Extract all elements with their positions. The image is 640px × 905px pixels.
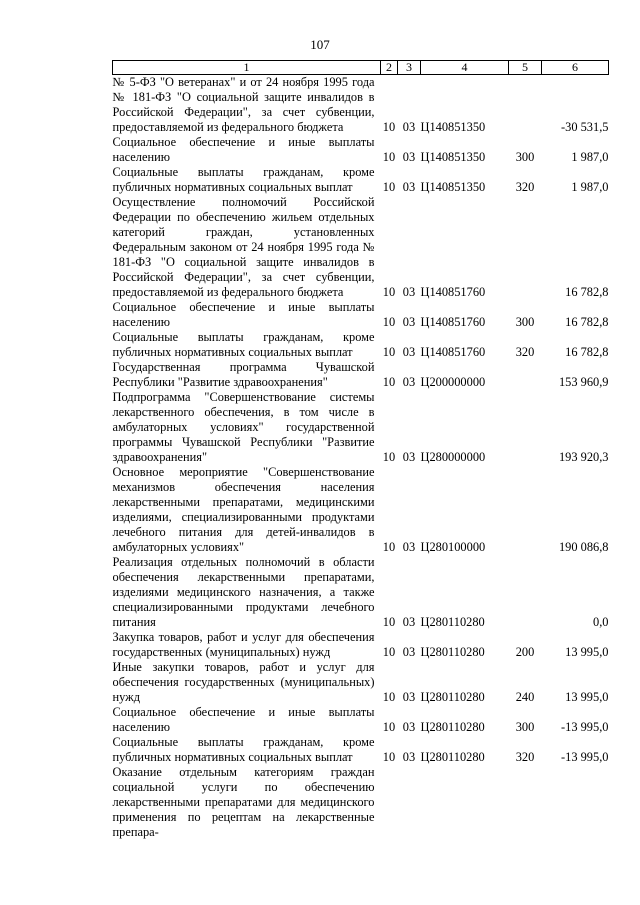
- row-section-code: 10: [382, 180, 396, 194]
- row-name: Оказание отдельным категориям граждан социальной услуги по обеспечению лекарственными препаратами для медицинского применения по рецептам на лекарственные препара-: [112, 765, 375, 839]
- row-section-code: 10: [382, 645, 396, 659]
- table-row: [113, 705, 609, 735]
- header-cell-4: 4: [421, 61, 509, 75]
- page-number: 107: [310, 37, 330, 52]
- row-section-code: 10: [382, 315, 396, 329]
- header-cell-6: 6: [542, 61, 609, 75]
- row-section-code: 10: [382, 450, 396, 464]
- row-expense-type-code: [509, 75, 542, 136]
- row-target-article-code: Ц280100000: [420, 540, 486, 554]
- row-subsection-code: 03: [402, 150, 416, 164]
- row-name: Подпрограмма "Совершенствование системы лекарственного обеспечения, в том числе в амбулаторных условиях" государственной программы Чувашской Республики "Развитие здравоохранения": [112, 390, 375, 464]
- row-section-code: 10: [382, 150, 396, 164]
- row-name: Социальные выплаты гражданам, кроме публичных нормативных социальных выплат: [112, 330, 375, 359]
- row-name: Государственная программа Чувашской Республики "Развитие здравоохранения": [112, 360, 375, 389]
- row-target-article-code: Ц280110280: [420, 645, 485, 659]
- row-subsection-code: 03: [402, 450, 416, 464]
- row-amount: 1 987,0: [571, 180, 609, 194]
- row-target-article-code: Ц280110280: [420, 720, 485, 734]
- row-name: Основное мероприятие "Совершенствование механизмов обеспечения населения лекарственными препаратами, медицинскими изделиями, специализированными продуктами лечебного питания для детей-инвалидов в амбулаторных условиях": [112, 465, 375, 554]
- row-section-code: 10: [382, 285, 396, 299]
- row-subsection-code: [398, 765, 421, 840]
- row-section-code: 10: [382, 345, 396, 359]
- row-expense-type-code: [509, 360, 542, 390]
- row-target-article-code: Ц200000000: [420, 375, 486, 389]
- header-cell-3: 3: [398, 61, 421, 75]
- row-target-article-code: Ц280110280: [420, 615, 485, 629]
- header-row: [113, 61, 609, 75]
- table-row: [113, 135, 609, 165]
- row-amount: -13 995,0: [561, 720, 609, 734]
- row-subsection-code: 03: [402, 375, 416, 389]
- row-expense-type-code: [509, 465, 542, 555]
- row-expense-type-code: [509, 195, 542, 300]
- row-target-article-code: Ц140851760: [420, 285, 486, 299]
- row-expense-type-code: 300: [515, 315, 535, 329]
- row-subsection-code: 03: [402, 345, 416, 359]
- row-subsection-code: 03: [402, 690, 416, 704]
- row-amount: 16 782,8: [565, 315, 609, 329]
- row-expense-type-code: 320: [515, 180, 535, 194]
- row-target-article-code: Ц140851350: [420, 180, 486, 194]
- row-amount: 16 782,8: [565, 345, 609, 359]
- row-section-code: 10: [382, 120, 396, 134]
- row-section-code: 10: [382, 540, 396, 554]
- row-subsection-code: 03: [402, 750, 416, 764]
- row-subsection-code: 03: [402, 645, 416, 659]
- row-target-article-code: Ц140851350: [420, 150, 486, 164]
- row-name: Социальное обеспечение и иные выплаты населению: [112, 300, 375, 329]
- row-amount: 0,0: [593, 615, 609, 629]
- row-name: Социальное обеспечение и иные выплаты населению: [112, 135, 375, 164]
- table-row: [113, 330, 609, 360]
- row-amount: 13 995,0: [565, 690, 609, 704]
- row-amount: -13 995,0: [561, 750, 609, 764]
- row-name: Реализация отдельных полномочий в области обеспечения лекарственными препаратами, изделиями медицинского назначения, а также специализированными продуктами лечебного питания: [112, 555, 375, 629]
- row-name: Социальные выплаты гражданам, кроме публичных нормативных социальных выплат: [112, 735, 375, 764]
- row-subsection-code: 03: [402, 315, 416, 329]
- row-section-code: 10: [382, 375, 396, 389]
- table-row: [113, 555, 609, 630]
- row-expense-type-code: [509, 765, 542, 840]
- row-amount: -30 531,5: [561, 120, 609, 134]
- row-section-code: 10: [382, 750, 396, 764]
- row-target-article-code: Ц280110280: [420, 750, 485, 764]
- table-row: [113, 735, 609, 765]
- row-amount: 190 086,8: [558, 540, 609, 554]
- row-expense-type-code: 320: [515, 345, 535, 359]
- header-cell-2: 2: [381, 61, 398, 75]
- row-target-article-code: Ц280000000: [420, 450, 486, 464]
- table-row: [113, 765, 609, 840]
- row-expense-type-code: 300: [515, 150, 535, 164]
- row-name: Закупка товаров, работ и услуг для обеспечения государственных (муниципальных) нужд: [112, 630, 375, 659]
- row-name: Социальные выплаты гражданам, кроме публичных нормативных социальных выплат: [112, 165, 375, 194]
- row-amount: 16 782,8: [565, 285, 609, 299]
- row-subsection-code: 03: [402, 180, 416, 194]
- row-amount: [542, 765, 609, 840]
- row-name: № 5-ФЗ "О ветеранах" и от 24 ноября 1995 года № 181-ФЗ "О социальной защите инвалидов в Российской Федерации", за счет субвенции, предоставляемой из федерального бюджета: [112, 75, 375, 134]
- budget-table: [112, 60, 609, 840]
- row-expense-type-code: 300: [515, 720, 535, 734]
- row-name: Осуществление полномочий Российской Федерации по обеспечению жильем отдельных категорий граждан, установленных Федеральным законом от 24 ноября 1995 года № 181-ФЗ "О социальной защите инвалидов в Российской Федерации", за счет субвенции, предоставляемой из федерального бюджета: [112, 195, 375, 299]
- table-row: [113, 300, 609, 330]
- row-expense-type-code: 320: [515, 750, 535, 764]
- row-target-article-code: Ц280110280: [420, 690, 485, 704]
- row-target-article-code: [421, 765, 509, 840]
- row-target-article-code: Ц140851760: [420, 315, 486, 329]
- row-amount: 153 960,9: [558, 375, 609, 389]
- row-target-article-code: Ц140851760: [420, 345, 486, 359]
- row-amount: 13 995,0: [565, 645, 609, 659]
- row-subsection-code: 03: [402, 285, 416, 299]
- row-section-code: [381, 765, 398, 840]
- row-name: Социальное обеспечение и иные выплаты населению: [112, 705, 375, 734]
- table-row: [113, 165, 609, 195]
- row-expense-type-code: [509, 555, 542, 630]
- row-name: Иные закупки товаров, работ и услуг для обеспечения государственных (муниципальных) нужд: [112, 660, 375, 704]
- row-amount: 1 987,0: [571, 150, 609, 164]
- table-row: [113, 630, 609, 660]
- header-cell-5: 5: [509, 61, 542, 75]
- row-subsection-code: 03: [402, 540, 416, 554]
- row-subsection-code: 03: [402, 615, 416, 629]
- row-expense-type-code: 240: [515, 690, 535, 704]
- row-subsection-code: 03: [402, 720, 416, 734]
- row-amount: 193 920,3: [558, 450, 609, 464]
- row-target-article-code: Ц140851350: [420, 120, 486, 134]
- row-section-code: 10: [382, 720, 396, 734]
- table-row: [113, 75, 609, 136]
- row-section-code: 10: [382, 615, 396, 629]
- row-subsection-code: 03: [402, 120, 416, 134]
- table-row: [113, 465, 609, 555]
- row-expense-type-code: [509, 390, 542, 465]
- row-section-code: 10: [382, 690, 396, 704]
- table-row: [113, 195, 609, 300]
- table-row: [113, 660, 609, 705]
- row-expense-type-code: 200: [515, 645, 535, 659]
- header-cell-1: 1: [113, 61, 381, 75]
- table-row: [113, 360, 609, 390]
- table-row: [113, 390, 609, 465]
